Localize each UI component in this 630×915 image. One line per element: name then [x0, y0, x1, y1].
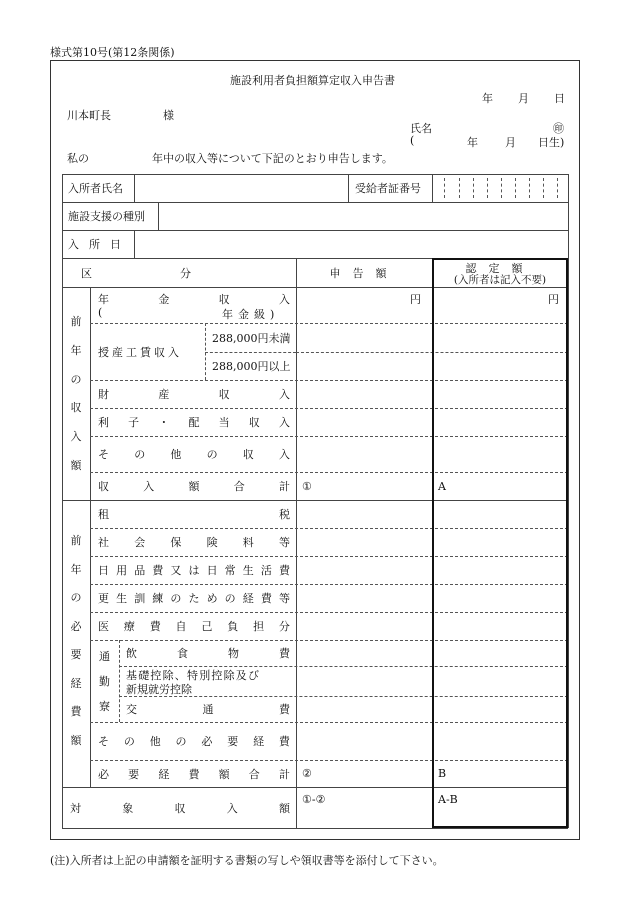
expense-side-char: 経: [70, 676, 82, 690]
yen-unit: 円: [410, 293, 421, 306]
category-header: 区分: [81, 266, 279, 280]
pension-label: 年 金 収 入: [98, 293, 290, 306]
expense-side-char: 費: [70, 705, 82, 719]
target-formula: ①-②: [302, 793, 326, 806]
commute-side-char: 通: [99, 650, 110, 663]
statement-prefix: 私の: [67, 152, 89, 165]
birth-open: (: [410, 134, 415, 147]
commute-side-char: 寮: [99, 700, 110, 713]
certified-header: 認定額: [465, 262, 535, 275]
pension-open-paren: (: [98, 306, 103, 319]
rehab-label: 更 生 訓 練 の た め の 経 費 等: [98, 592, 290, 605]
resident-name-label: 入所者氏名: [68, 182, 123, 195]
birth-day: 日生): [538, 136, 565, 149]
tax-label: 租 税: [98, 508, 290, 521]
deduction-line-1: 基礎控除、特別控除及び: [126, 669, 261, 682]
income-side-char: 年: [70, 343, 82, 357]
interest-income-label: 利 子 ・ 配 当 収 入: [98, 416, 290, 429]
income-total-mark: ①: [302, 479, 312, 493]
food-label: 飲 食 物 費: [126, 647, 290, 660]
expense-side-char: 額: [70, 733, 82, 747]
certified-note: (入所者は記入不要): [453, 274, 547, 286]
transport-label: 交 通 費: [126, 703, 290, 716]
statement: 年中の収入等について下記のとおり申告します。: [152, 152, 393, 165]
income-total-cert: A: [438, 479, 446, 493]
other-income-label: そ の 他 の 収 入: [98, 448, 290, 461]
insurance-label: 社 会 保 険 料 等: [98, 536, 290, 549]
yen-unit-cert: 円: [548, 293, 559, 306]
medical-label: 医 療 費 自 己 負 担 分: [98, 620, 290, 633]
expense-side-char: の: [70, 591, 82, 605]
income-side-char: 入: [70, 430, 82, 444]
recipient-number-label: 受給者証番号: [355, 182, 421, 195]
property-income-label: 財 産 収 入: [98, 388, 290, 401]
wage-under: 288,000円未満: [212, 331, 291, 345]
facility-type-label: 施設支援の種別: [68, 210, 145, 223]
expense-side-char: 要: [70, 648, 82, 662]
income-side-label: [62, 313, 90, 473]
income-side-char: の: [70, 372, 82, 386]
form-title: 施設利用者負担額算定収入申告書: [230, 74, 395, 87]
commute-side-label: [90, 648, 119, 714]
income-side-char: 前: [70, 315, 82, 328]
addressee: 川本町長: [67, 109, 111, 122]
expense-total-cert: B: [438, 767, 447, 780]
seal-mark: ㊞: [553, 122, 564, 135]
birth-month: 月: [505, 136, 516, 149]
date-year: 年: [482, 92, 493, 105]
wage-over: 288,000円以上: [212, 360, 291, 373]
birth-year: 年: [467, 136, 478, 149]
commute-side-char: 勤: [99, 675, 110, 688]
expense-total-label: 必 要 経 費 額 合 計: [98, 767, 290, 781]
income-total-label: 収 入 額 合 計: [98, 480, 290, 493]
deduction-line-2: 新規就労控除: [126, 683, 192, 696]
certified-column-frame: [432, 258, 568, 828]
daily-goods-label: 日 用 品 費 又 は 日 常 生 活 費: [98, 564, 290, 577]
footer-note: (注)入所者は上記の申請額を証明する書類の写しや領収書等を添付して下さい。: [50, 854, 444, 867]
addressee-sama: 様: [163, 109, 174, 122]
admission-date-label: 入所日: [68, 238, 131, 251]
name-label: 氏名: [410, 122, 432, 135]
other-expense-label: そ の 他 の 必 要 経 費: [98, 735, 290, 748]
income-side-char: 収: [70, 401, 82, 415]
expense-side-char: 前: [70, 534, 82, 547]
declared-header: 申告額: [329, 266, 399, 280]
income-side-char: 額: [70, 458, 82, 472]
date-day: 日: [554, 92, 565, 105]
expense-side-label: [62, 532, 90, 748]
expense-total-mark: ②: [302, 767, 312, 780]
expense-side-char: 必: [70, 619, 82, 633]
wage-label: 授産工賃収入: [98, 345, 182, 359]
date-month: 月: [518, 92, 529, 105]
target-income-label: 対 象 収 入 額: [70, 801, 290, 815]
target-cert: A-B: [438, 793, 458, 806]
pension-grade: 年金級): [222, 308, 280, 321]
expense-side-char: 年: [70, 562, 82, 576]
form-number: 様式第10号(第12条関係): [50, 46, 175, 59]
